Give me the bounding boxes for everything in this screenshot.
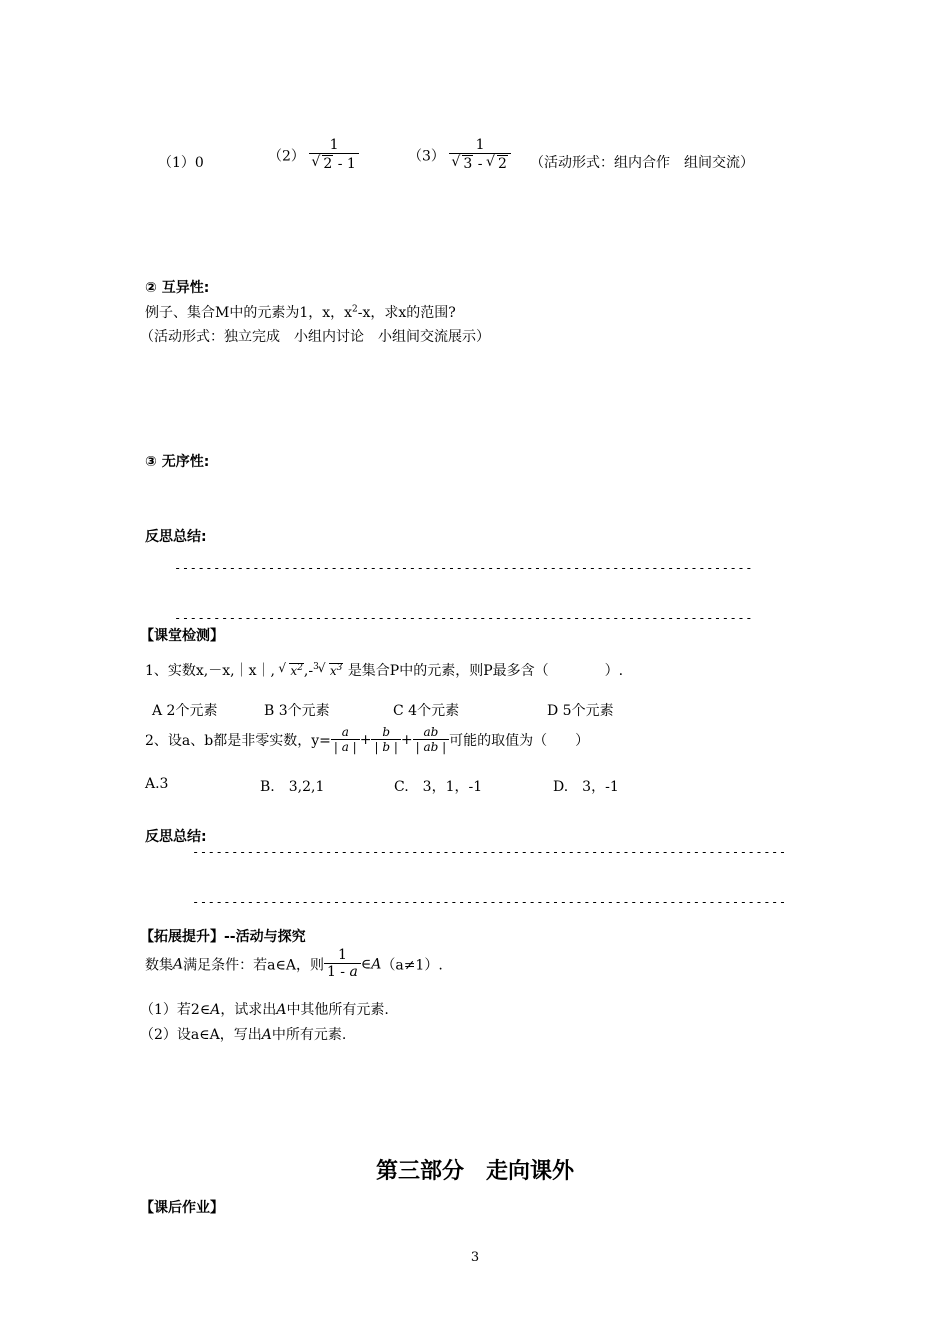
sqrt-symbol: [279, 663, 304, 678]
extend-fraction-num: 1: [337, 947, 347, 963]
check-q1-mid: ,-: [303, 663, 314, 679]
check-q2-fraction-1: [331, 726, 360, 754]
check-q2-fraction-3: [413, 726, 450, 754]
check-heading: 【课堂检测】: [140, 628, 224, 644]
ex1-fraction-3-den-mid: -: [473, 156, 487, 173]
extend-heading: 【拓展提升】--活动与探究: [140, 929, 306, 945]
reflect2-heading: 反思总结:: [145, 829, 207, 845]
plus-sign: +: [400, 732, 413, 749]
ex1-part3-label: （3）: [408, 148, 445, 165]
ex1-fraction-2-den: [309, 153, 358, 172]
mutual-example-text-b: -x，求x的范围?: [357, 305, 456, 321]
check-q2-text-b: 可能的取值为（ ）: [449, 733, 590, 750]
plus-sign: +: [359, 732, 372, 749]
set-a-symbol: A: [210, 1002, 221, 1018]
extend-fraction-den-b: a: [349, 964, 358, 981]
ex1-fraction-3: [449, 138, 510, 173]
check-q1-text-b: 是集合P中的元素，则P最多含（ ）.: [347, 663, 624, 679]
page-number: 3: [470, 1250, 480, 1265]
ex1-part2: [268, 138, 359, 173]
unordered-heading: ③ 无序性:: [145, 454, 210, 470]
check-q2-fraction-3-num: ab: [423, 725, 439, 739]
ex1-fraction-2-num: 1: [329, 137, 339, 153]
cube-root-index: 3: [313, 662, 319, 672]
set-a-symbol: A: [371, 956, 382, 973]
check-q2-fraction-1-den: | a |: [331, 739, 360, 754]
ex1-fraction-3-den: [449, 153, 510, 172]
set-a-symbol: A: [173, 956, 184, 973]
ex1-part3: [408, 138, 511, 173]
ex1-fraction-2-den-tail: - 1: [333, 156, 356, 173]
reflect1-line-1: --------------------------------------------------------------------------: [174, 561, 754, 575]
extend-statement: [145, 948, 443, 981]
sqrt-radicand: 2: [497, 156, 507, 173]
extend-text-c: ∈: [360, 956, 372, 973]
extend-q2-text-a: （2）设a∈A，写出: [140, 1027, 262, 1043]
extend-fraction-den: [324, 963, 361, 980]
mutual-example-sup: 2: [352, 304, 358, 315]
extend-q2: [140, 1024, 346, 1044]
reflect1-line-2: --------------------------------------------------------------------------: [174, 611, 754, 625]
extend-q2-text-b: 中所有元素.: [271, 1027, 347, 1043]
reflect1-heading: 反思总结:: [145, 529, 207, 545]
sqrt-symbol: [452, 157, 473, 172]
extend-q1: [140, 999, 389, 1019]
reflect2-line-1: ----------------------------------------------------------------------------: [192, 845, 787, 859]
extend-text-b: 满足条件：若a∈A，则: [183, 957, 324, 974]
sqrt-symbol: [487, 157, 508, 172]
extend-q1-text-b: ，试求出: [220, 1002, 277, 1018]
check-q2-fraction-2: [371, 726, 400, 754]
extend-q1-text-a: （1）若2∈: [140, 1002, 211, 1018]
check-q1-option-a: A 2个元素: [152, 703, 218, 719]
check-q2-fraction-3-den: | ab |: [413, 739, 450, 754]
sqrt-radicand: 3: [463, 156, 473, 173]
extend-fraction: [324, 948, 361, 981]
mutual-example: [145, 302, 456, 322]
set-a-symbol: A: [276, 1002, 287, 1018]
ex1-fraction-3-num: 1: [475, 137, 485, 153]
check-q1-option-c: C 4个元素: [393, 703, 460, 719]
check-q2-text-a: 2、设a、b都是非零实数，y=: [145, 733, 331, 750]
sqrt-symbol: [319, 663, 344, 678]
mutual-heading: ② 互异性:: [145, 280, 210, 296]
part3-title: 第三部分 走向课外: [375, 1159, 574, 1184]
extend-q1-text-c: 中其他所有元素.: [286, 1002, 389, 1018]
check-q2: [145, 726, 589, 754]
extend-fraction-den-a: 1 -: [326, 964, 350, 981]
check-q1-option-b: B 3个元素: [264, 703, 330, 719]
reflect2-line-2: ----------------------------------------------------------------------------: [192, 895, 787, 909]
sqrt-radicand: 2: [323, 156, 333, 173]
sqrt-radicand: $x^2$: [290, 663, 303, 678]
ex1-part2-label: （2）: [268, 148, 305, 165]
sqrt-symbol: [312, 157, 333, 172]
mutual-activity: （活动形式：独立完成 小组内讨论 小组间交流展示）: [140, 329, 490, 345]
mutual-example-text-a: 例子、集合M中的元素为1，x，x: [145, 305, 353, 321]
check-q2-option-b: B. 3,2,1: [260, 779, 325, 795]
check-q1: [145, 660, 623, 680]
set-a-symbol: A: [261, 1027, 272, 1043]
check-q2-option-c: C. 3，1，-1: [394, 779, 483, 795]
check-q1-text-a: 1、实数x,－x,｜x｜,: [145, 663, 275, 679]
extend-text-d: （a≠1）.: [381, 957, 443, 974]
check-q2-fraction-1-num: a: [341, 725, 349, 739]
check-q2-option-d: D. 3，-1: [553, 779, 619, 795]
check-q1-option-d: D 5个元素: [547, 703, 614, 719]
check-q2-fraction-2-den: | b |: [371, 739, 400, 754]
ex1-activity: （活动形式：组内合作 组间交流）: [530, 155, 754, 171]
check-q2-fraction-2-num: b: [382, 725, 391, 739]
homework-heading: 【课后作业】: [140, 1200, 224, 1216]
check-q2-option-a: A.3: [145, 776, 169, 792]
sqrt-radicand: $x^3$: [329, 663, 343, 678]
extend-text-a: 数集: [145, 957, 173, 974]
ex1-part1: （1）0: [158, 155, 204, 171]
ex1-fraction-2: [309, 138, 358, 173]
